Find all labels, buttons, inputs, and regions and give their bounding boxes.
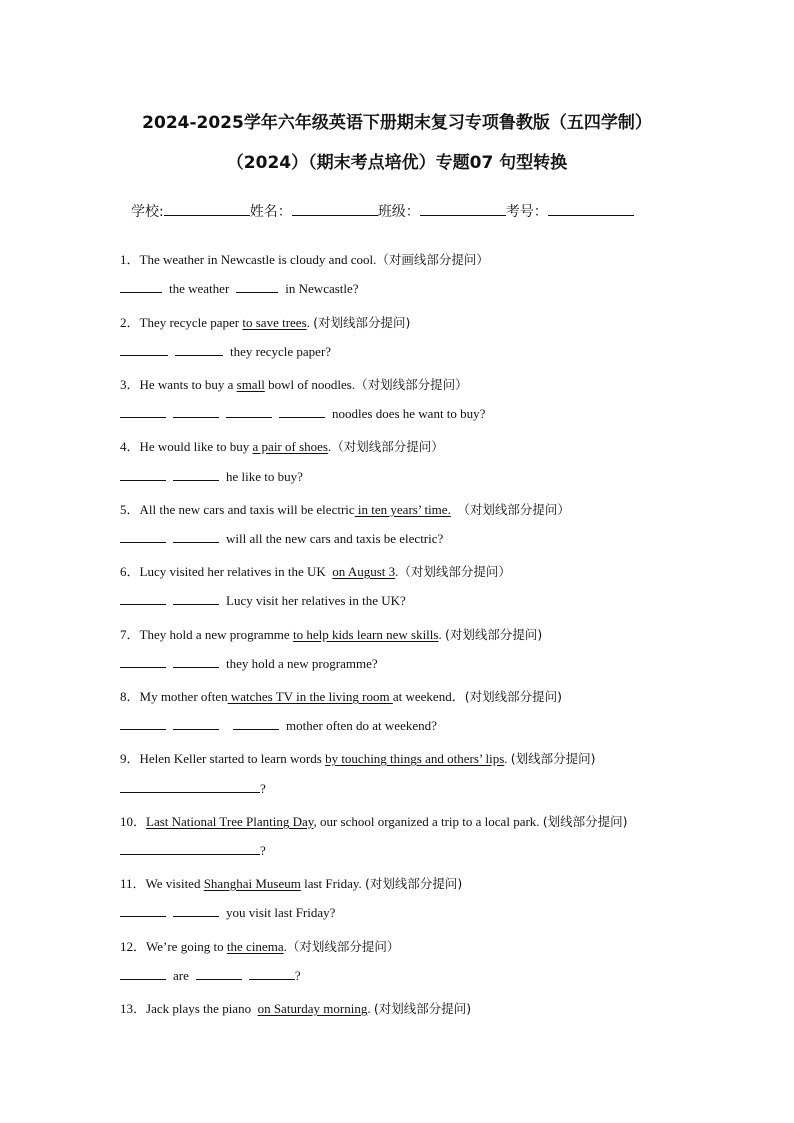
question-number: 2． xyxy=(120,315,140,330)
underlined-part: the cinema xyxy=(226,939,284,954)
underlined-part: small xyxy=(236,377,265,392)
question-number: 10． xyxy=(120,814,147,829)
question-3 xyxy=(120,374,468,393)
answer-text: mother often do at weekend? xyxy=(286,718,437,733)
question-10 xyxy=(120,811,628,830)
answer-blank[interactable] xyxy=(120,967,166,980)
question-11 xyxy=(120,873,462,892)
answer-1 xyxy=(120,280,359,297)
underlined-part: on Saturday morning xyxy=(257,1001,368,1016)
question-text: . xyxy=(395,564,399,579)
answer-blank[interactable] xyxy=(120,530,166,543)
answer-blank[interactable] xyxy=(120,655,166,668)
answer-blank[interactable] xyxy=(120,468,166,481)
answer-text: will all the new cars and taxis be electric? xyxy=(226,531,444,546)
answer-text: ? xyxy=(260,781,266,796)
question-9 xyxy=(120,748,596,767)
class-blank[interactable] xyxy=(420,202,506,216)
answer-blank[interactable] xyxy=(120,842,260,855)
instruction: （对划线部分提问） xyxy=(457,502,570,517)
answer-text: noodles does he want to buy? xyxy=(332,406,486,421)
instruction: (划线部分提问) xyxy=(542,814,628,829)
answer-blank[interactable] xyxy=(173,904,219,917)
number-blank[interactable] xyxy=(548,202,634,216)
question-6 xyxy=(120,561,511,580)
answer-blank[interactable] xyxy=(120,780,260,793)
instruction: （对划线部分提问） xyxy=(331,439,444,454)
question-text: My mother often xyxy=(139,689,228,704)
answer-text: they hold a new programme? xyxy=(226,656,378,671)
question-text: Lucy visited her relatives in the UK xyxy=(139,564,333,579)
question-text: last Friday. xyxy=(300,876,365,891)
answer-6 xyxy=(120,592,406,609)
question-text: He would like to buy xyxy=(139,439,253,454)
underlined-part: Last National Tree Planting Day xyxy=(146,814,314,829)
answer-blank[interactable] xyxy=(175,343,223,356)
question-4 xyxy=(120,436,444,455)
question-text: All the new cars and taxis will be electric xyxy=(139,502,355,517)
answer-text: you visit last Friday? xyxy=(226,905,336,920)
answer-text: in Newcastle? xyxy=(285,281,359,296)
question-text: . xyxy=(504,751,511,766)
question-12 xyxy=(120,936,399,955)
instruction: （对划线部分提问） xyxy=(398,564,511,579)
question-text: They hold a new programme xyxy=(139,627,293,642)
answer-7 xyxy=(120,655,378,672)
title-line-2: （2024）（期末考点培优）专题07 句型转换 xyxy=(226,153,568,173)
underlined-part: watches TV in the living room xyxy=(227,689,393,704)
answer-blank[interactable] xyxy=(173,530,219,543)
question-number: 3． xyxy=(120,377,140,392)
question-text: . xyxy=(438,627,445,642)
answer-text: they recycle paper? xyxy=(230,344,332,359)
name-blank[interactable] xyxy=(292,202,378,216)
underlined-part: to save trees xyxy=(242,315,307,330)
question-number: 13． xyxy=(120,1001,147,1016)
question-text: The weather in Newcastle is cloudy and cool. xyxy=(139,252,377,267)
question-number: 6． xyxy=(120,564,140,579)
instruction: (对划线部分提问) xyxy=(313,315,411,330)
question-1 xyxy=(120,249,489,268)
answer-text: the weather xyxy=(169,281,230,296)
question-text: . xyxy=(327,439,332,454)
answer-blank[interactable] xyxy=(120,343,168,356)
answer-11 xyxy=(120,904,335,921)
instruction: (对划线部分提问) xyxy=(365,876,463,891)
question-text: Jack plays the piano xyxy=(146,1001,258,1016)
question-13 xyxy=(120,998,471,1017)
question-number: 7． xyxy=(120,627,140,642)
class-label: 班级： xyxy=(377,204,420,220)
answer-blank[interactable] xyxy=(173,405,219,418)
underlined-part: by touching things and others’ lips xyxy=(325,751,505,766)
instruction: （对划线部分提问） xyxy=(286,939,400,954)
answer-blank[interactable] xyxy=(173,655,219,668)
answer-blank[interactable] xyxy=(120,405,166,418)
question-text: bowl of noodles. xyxy=(264,377,356,392)
answer-blank[interactable] xyxy=(173,717,219,730)
instruction: （对划线部分提问） xyxy=(355,377,468,392)
question-text: They recycle paper xyxy=(139,315,243,330)
answer-blank[interactable] xyxy=(120,717,166,730)
answer-blank[interactable] xyxy=(226,405,272,418)
instruction: (划线部分提问) xyxy=(510,751,596,766)
answer-blank[interactable] xyxy=(196,967,242,980)
school-blank[interactable] xyxy=(164,202,250,216)
question-text: We’re going to xyxy=(146,939,227,954)
answer-blank[interactable] xyxy=(120,280,162,293)
instruction: (对划线部分提问) xyxy=(464,689,562,704)
question-text: , our school organized a trip to a local park. xyxy=(313,814,543,829)
question-number: 8． xyxy=(120,689,140,704)
question-number: 1． xyxy=(120,252,140,267)
question-text: We visited xyxy=(145,876,204,891)
answer-blank[interactable] xyxy=(120,592,166,605)
question-number: 4． xyxy=(120,439,140,454)
underlined-part: Shanghai Museum xyxy=(203,876,301,891)
question-number: 12． xyxy=(120,939,147,954)
question-text: . xyxy=(367,1001,374,1016)
answer-9 xyxy=(120,780,266,797)
answer-8 xyxy=(120,717,437,734)
question-7 xyxy=(120,624,542,643)
instruction: (对划线部分提问) xyxy=(373,1001,472,1016)
student-info-row xyxy=(131,201,634,221)
question-text: He wants to buy a xyxy=(139,377,237,392)
question-text: . xyxy=(283,939,287,954)
answer-blank[interactable] xyxy=(173,592,219,605)
school-label: 学校: xyxy=(131,204,164,220)
underlined-part: to help kids learn new skills xyxy=(292,627,439,642)
answer-5 xyxy=(120,530,443,547)
answer-blank[interactable] xyxy=(236,280,278,293)
answer-text: ? xyxy=(294,968,301,983)
question-text: at weekend． xyxy=(392,689,465,704)
answer-10 xyxy=(120,842,266,859)
title-line-1: 2024-2025学年六年级英语下册期末复习专项鲁教版（五四学制） xyxy=(142,113,652,133)
underlined-part: on August 3 xyxy=(332,564,396,579)
question-number: 9． xyxy=(120,751,140,766)
answer-blank[interactable] xyxy=(279,405,325,418)
answer-blank[interactable] xyxy=(233,717,279,730)
question-text: Helen Keller started to learn words xyxy=(139,751,326,766)
answer-text: he like to buy? xyxy=(226,469,303,484)
underlined-part: a pair of shoes xyxy=(252,439,328,454)
answer-text: ? xyxy=(260,843,266,858)
question-2 xyxy=(120,312,410,331)
answer-text: Lucy visit her relatives in the UK? xyxy=(226,593,406,608)
answer-3 xyxy=(120,405,485,422)
answer-12 xyxy=(120,967,301,984)
answer-blank[interactable] xyxy=(173,468,219,481)
underlined-part: in ten years’ time. xyxy=(354,502,451,517)
question-text: . xyxy=(306,315,314,330)
answer-blank[interactable] xyxy=(249,967,295,980)
instruction: （对画线部分提问） xyxy=(376,252,489,267)
answer-4 xyxy=(120,468,303,485)
question-8 xyxy=(120,686,562,705)
answer-blank[interactable] xyxy=(120,904,166,917)
number-label: 考号： xyxy=(505,204,548,220)
name-label: 姓名： xyxy=(249,204,292,220)
question-number: 5． xyxy=(120,502,140,517)
question-number: 11． xyxy=(120,876,146,891)
instruction: (对划线部分提问) xyxy=(444,627,543,642)
answer-2 xyxy=(120,343,331,360)
answer-text: are xyxy=(173,968,189,983)
question-5 xyxy=(120,499,570,518)
